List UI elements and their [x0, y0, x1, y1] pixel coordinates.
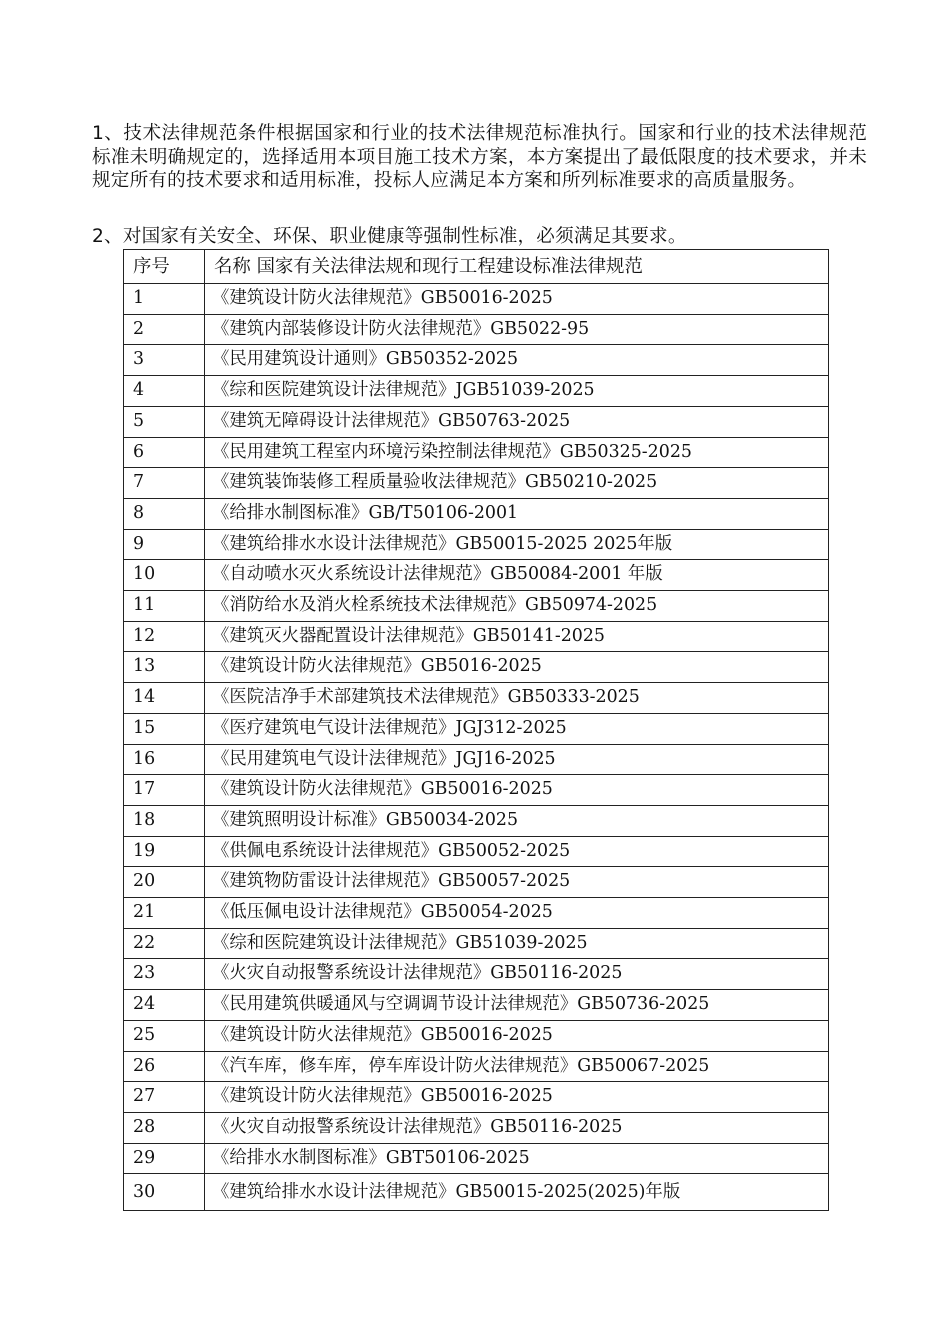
table-row: [124, 898, 829, 929]
row-standard-name: 《消防给水及消火栓系统技术法律规范》GB50974-2025: [205, 591, 829, 622]
table-row: [124, 990, 829, 1021]
table-row: [124, 529, 829, 560]
row-standard-name: 《建筑设计防火法律规范》GB50016-2025: [205, 1020, 829, 1051]
table-row: [124, 713, 829, 744]
table-row: [124, 376, 829, 407]
row-standard-name: 《建筑给排水水设计法律规范》GB50015-2025 2025年版: [205, 529, 829, 560]
table-row: [124, 314, 829, 345]
requirement-paragraph-1: 1、技术法律规范条件根据国家和行业的技术法律规范标准执行。国家和行业的技术法律规范标准未明确规定的，选择适用本项目施工技术方案，本方案提出了最低限度的技术要求，并未规定所有的技术要求和适用标准，投标人应满足本方案和所列标准要求的高质量服务。: [92, 123, 867, 192]
table-header-row: [124, 250, 829, 284]
table-row: [124, 345, 829, 376]
table-row: [124, 744, 829, 775]
row-standard-name: 《给排水制图标准》GB/T50106-2001: [205, 498, 829, 529]
row-serial-number: 5: [124, 406, 205, 437]
row-serial-number: 15: [124, 713, 205, 744]
table-row: [124, 1174, 829, 1211]
row-serial-number: 11: [124, 591, 205, 622]
table-row: [124, 560, 829, 591]
row-serial-number: 14: [124, 683, 205, 714]
row-standard-name: 《综和医院建筑设计法律规范》JGB51039-2025: [205, 376, 829, 407]
row-standard-name: 《医院洁净手术部建筑技术法律规范》GB50333-2025: [205, 683, 829, 714]
row-standard-name: 《供佩电系统设计法律规范》GB50052-2025: [205, 836, 829, 867]
row-standard-name: 《建筑设计防火法律规范》GB50016-2025: [205, 1082, 829, 1113]
row-standard-name: 《自动喷水灭火系统设计法律规范》GB50084-2001 年版: [205, 560, 829, 591]
row-serial-number: 10: [124, 560, 205, 591]
row-serial-number: 24: [124, 990, 205, 1021]
row-serial-number: 26: [124, 1051, 205, 1082]
table-row: [124, 1143, 829, 1174]
row-serial-number: 6: [124, 437, 205, 468]
row-serial-number: 29: [124, 1143, 205, 1174]
row-standard-name: 《建筑给排水水设计法律规范》GB50015-2025(2025)年版: [205, 1174, 829, 1211]
table-row: [124, 1020, 829, 1051]
row-standard-name: 《建筑设计防火法律规范》GB50016-2025: [205, 284, 829, 315]
row-standard-name: 《建筑设计防火法律规范》GB50016-2025: [205, 775, 829, 806]
row-serial-number: 7: [124, 468, 205, 499]
row-serial-number: 27: [124, 1082, 205, 1113]
row-standard-name: 《民用建筑供暖通风与空调调节设计法律规范》GB50736-2025: [205, 990, 829, 1021]
header-standard-name: 名称 国家有关法律法规和现行工程建设标准法律规范: [205, 250, 829, 284]
standards-table-body: [124, 284, 829, 1211]
row-standard-name: 《民用建筑电气设计法律规范》JGJ16-2025: [205, 744, 829, 775]
row-serial-number: 17: [124, 775, 205, 806]
table-row: [124, 437, 829, 468]
row-serial-number: 19: [124, 836, 205, 867]
table-row: [124, 498, 829, 529]
row-serial-number: 28: [124, 1112, 205, 1143]
row-serial-number: 20: [124, 867, 205, 898]
row-standard-name: 《综和医院建筑设计法律规范》GB51039-2025: [205, 928, 829, 959]
row-standard-name: 《民用建筑工程室内环境污染控制法律规范》GB50325-2025: [205, 437, 829, 468]
row-serial-number: 2: [124, 314, 205, 345]
row-standard-name: 《建筑设计防火法律规范》GB5016-2025: [205, 652, 829, 683]
row-standard-name: 《建筑物防雷设计法律规范》GB50057-2025: [205, 867, 829, 898]
row-serial-number: 1: [124, 284, 205, 315]
standards-table: [123, 249, 829, 1211]
table-row: [124, 621, 829, 652]
row-serial-number: 16: [124, 744, 205, 775]
table-row: [124, 1082, 829, 1113]
row-serial-number: 8: [124, 498, 205, 529]
row-standard-name: 《火灾自动报警系统设计法律规范》GB50116-2025: [205, 959, 829, 990]
table-row: [124, 591, 829, 622]
header-serial-number: 序号: [124, 250, 205, 284]
row-serial-number: 22: [124, 928, 205, 959]
table-row: [124, 1112, 829, 1143]
row-serial-number: 18: [124, 805, 205, 836]
row-standard-name: 《民用建筑设计通则》GB50352-2025: [205, 345, 829, 376]
row-serial-number: 21: [124, 898, 205, 929]
row-standard-name: 《汽车库，修车库，停车库设计防火法律规范》GB50067-2025: [205, 1051, 829, 1082]
row-serial-number: 13: [124, 652, 205, 683]
table-row: [124, 867, 829, 898]
table-row: [124, 836, 829, 867]
row-standard-name: 《给排水水制图标准》GBT50106-2025: [205, 1143, 829, 1174]
row-standard-name: 《建筑无障碍设计法律规范》GB50763-2025: [205, 406, 829, 437]
row-standard-name: 《医疗建筑电气设计法律规范》JGJ312-2025: [205, 713, 829, 744]
row-serial-number: 25: [124, 1020, 205, 1051]
row-standard-name: 《建筑内部装修设计防火法律规范》GB5022-95: [205, 314, 829, 345]
table-row: [124, 928, 829, 959]
row-serial-number: 12: [124, 621, 205, 652]
requirement-paragraph-2: 2、对国家有关安全、环保、职业健康等强制性标准，必须满足其要求。: [92, 226, 687, 247]
table-row: [124, 959, 829, 990]
row-standard-name: 《建筑装饰装修工程质量验收法律规范》GB50210-2025: [205, 468, 829, 499]
table-row: [124, 468, 829, 499]
row-serial-number: 9: [124, 529, 205, 560]
row-serial-number: 23: [124, 959, 205, 990]
table-row: [124, 1051, 829, 1082]
row-serial-number: 4: [124, 376, 205, 407]
row-serial-number: 3: [124, 345, 205, 376]
row-standard-name: 《火灾自动报警系统设计法律规范》GB50116-2025: [205, 1112, 829, 1143]
row-standard-name: 《建筑灭火器配置设计法律规范》GB50141-2025: [205, 621, 829, 652]
table-row: [124, 652, 829, 683]
table-row: [124, 683, 829, 714]
row-serial-number: 30: [124, 1174, 205, 1211]
table-row: [124, 406, 829, 437]
row-standard-name: 《低压佩电设计法律规范》GB50054-2025: [205, 898, 829, 929]
row-standard-name: 《建筑照明设计标准》GB50034-2025: [205, 805, 829, 836]
table-row: [124, 805, 829, 836]
table-row: [124, 284, 829, 315]
table-row: [124, 775, 829, 806]
